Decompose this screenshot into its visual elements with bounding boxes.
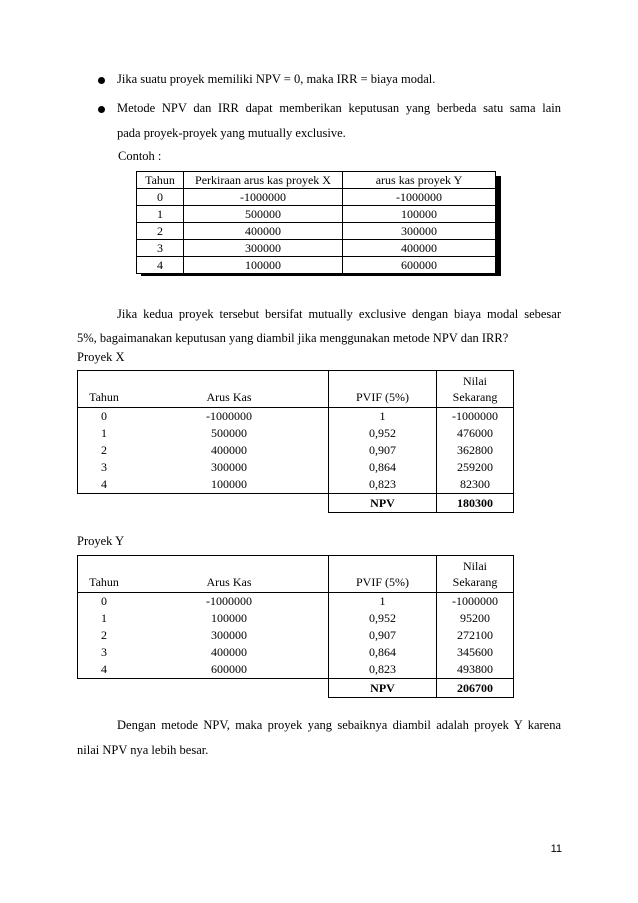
column-header: PVIF (5%) [329,371,437,408]
cell: 0 [78,408,131,426]
empty-cell [130,679,329,698]
cell: 0 [78,593,131,611]
cell: 2 [137,223,184,240]
cell: 1 [78,425,131,442]
cell: 300000 [211,460,247,474]
cell: 4 [78,661,131,679]
cell: 272100 [437,627,514,644]
column-header: Tahun [137,172,184,189]
cell: 100000 [130,476,329,494]
cell: -1000000 [343,189,496,206]
cell: -1000000 [184,189,343,206]
project-y-table [77,555,514,698]
cell: 400000 [343,240,496,257]
cell: 345600 [437,644,514,661]
cell: 300000 [211,628,247,642]
cell: 0,823 [329,661,437,679]
column-header: arus kas proyek Y [343,172,496,189]
bullet-text-continued: pada proyek-proyek yang mutually exclusive. [117,126,346,140]
conclusion-line: Dengan metode NPV, maka proyek yang sebaiknya diambil adalah proyek Y karena [117,718,561,732]
table-header-row [137,172,496,189]
table-row [137,189,496,206]
bullet-text: Metode NPV dan IRR dapat memberikan keputusan yang berbeda satu sama lain [117,101,561,115]
cell: 493800 [437,661,514,679]
column-header: Arus Kas [130,556,329,593]
cell: 1 [329,593,437,611]
header-line: Sekarang [452,390,498,404]
table-row [78,459,514,476]
table-row [78,610,514,627]
cell: 400000 [211,645,247,659]
cell: 4 [137,257,184,274]
cell: 362800 [437,442,514,459]
cell: 600000 [343,257,496,274]
table-row [78,661,514,679]
header-line: Nilai [463,559,487,573]
cell: 500000 [211,426,247,440]
cell: 300000 [343,223,496,240]
npv-value: 180300 [437,494,514,513]
page-number: 11 [550,843,562,855]
column-header: Perkiraan arus kas proyek X [184,172,343,189]
cell: 0 [137,189,184,206]
bullet-icon [98,106,105,113]
cell: 0,823 [329,476,437,494]
table-row [78,593,514,611]
column-header: Tahun [78,556,131,593]
cell: 3 [78,459,131,476]
empty-cell [78,679,131,698]
cell: 100000 [184,257,343,274]
column-header: Arus Kas [130,371,329,408]
cell: -1000000 [437,593,514,611]
cell: 2 [78,442,131,459]
table-row [137,240,496,257]
table-row [137,223,496,240]
section-title: Proyek X [77,350,125,364]
bullet-text: Jika suatu proyek memiliki NPV = 0, maka IRR = biaya modal. [117,72,436,86]
section-title: Proyek Y [77,534,125,548]
cell: 0,864 [329,644,437,661]
table-row [78,425,514,442]
cell: 0,952 [329,610,437,627]
project-x-table [77,370,514,513]
table-header-row [78,371,514,408]
npv-row [78,494,514,513]
cell: 259200 [437,459,514,476]
bullet-icon [98,77,105,84]
table-row [137,257,496,274]
empty-cell [78,494,131,513]
empty-cell [130,494,329,513]
table-row [78,476,514,494]
column-header: Tahun [78,371,131,408]
cell: 1 [329,408,437,426]
cell: 476000 [437,425,514,442]
cell: -1000000 [437,408,514,426]
table-row [78,442,514,459]
cell: 0,907 [329,442,437,459]
table-row [78,644,514,661]
npv-value: 206700 [437,679,514,698]
table-header-row [78,556,514,593]
cell: -1000000 [206,594,252,608]
npv-row [78,679,514,698]
cell: 3 [78,644,131,661]
column-header: PVIF (5%) [329,556,437,593]
cell: -1000000 [206,409,252,423]
cell: 400000 [184,223,343,240]
cell: 400000 [211,443,247,457]
header-line: Sekarang [452,575,498,589]
cell: 3 [137,240,184,257]
cell: 600000 [130,661,329,679]
header-line: Nilai [463,374,487,388]
cell: 100000 [343,206,496,223]
cell: 1 [78,610,131,627]
cell: 500000 [184,206,343,223]
column-header [437,371,514,408]
cell: 4 [78,476,131,494]
cashflow-table [136,171,496,274]
cell: 1 [137,206,184,223]
cell: 0,907 [329,627,437,644]
cell: 300000 [184,240,343,257]
cell: 95200 [437,610,514,627]
cell: 2 [78,627,131,644]
paragraph-line: 5%, bagaimanakan keputusan yang diambil jika menggunakan metode NPV dan IRR? [77,331,509,345]
cell: 100000 [211,611,247,625]
table-row [78,408,514,426]
npv-label: NPV [329,679,437,698]
column-header [437,556,514,593]
paragraph-line: Jika kedua proyek tersebut bersifat mutually exclusive dengan biaya modal sebesar [117,307,561,321]
example-label: Contoh : [118,149,162,163]
cell: 82300 [437,476,514,494]
table-row [137,206,496,223]
conclusion-line: nilai NPV nya lebih besar. [77,743,209,757]
npv-label: NPV [329,494,437,513]
cell: 0,952 [329,425,437,442]
table-row [78,627,514,644]
cell: 0,864 [329,459,437,476]
